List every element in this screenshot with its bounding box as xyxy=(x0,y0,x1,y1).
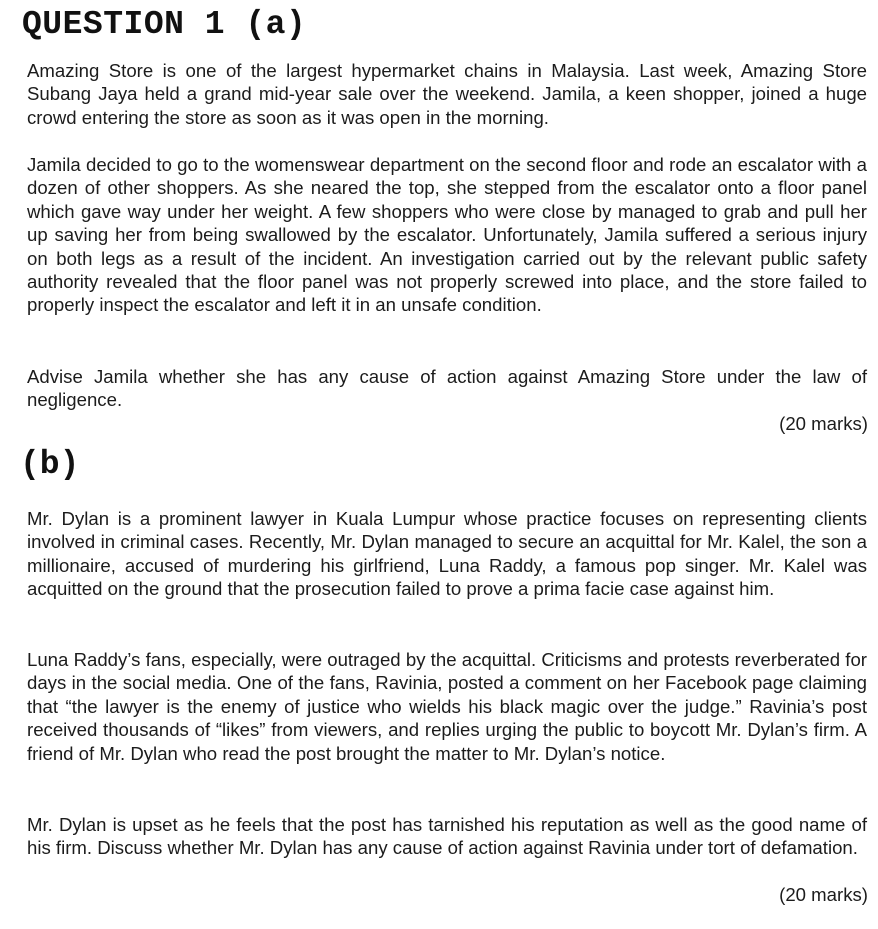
part-a-paragraph-2: Jamila decided to go to the womenswear department on the second floor and rode an escalator with a dozen of other shoppers. As she neared the top, she stepped from the escalator onto a floor panel which gave way under her weight. A few shoppers who were close by managed to grab and pull her up saving her from being swallowed by the escalator. Unfortunately, Jamila suffered a serious injury on both legs as a result of the incident. An investigation carried out by the relevant public safety authority revealed that the floor panel was not properly screwed into place, and the store failed to properly inspect the escalator and left it in an unsafe condition. xyxy=(27,154,867,316)
part-b-paragraph-1: Mr. Dylan is a prominent lawyer in Kuala Lumpur whose practice focuses on representing clients involved in criminal cases. Recently, Mr. Dylan managed to secure an acquittal for Mr. Kalel, the son a millionaire, accused of murdering his girlfriend, Luna Raddy, a famous pop singer. Mr. Kalel was acquitted on the ground that the prosecution failed to prove a prima facie case against him. xyxy=(27,508,867,600)
part-b-marks: (20 marks) xyxy=(779,884,868,905)
part-a-marks: (20 marks) xyxy=(779,413,868,434)
part-a-paragraph-3: Advise Jamila whether she has any cause of action against Amazing Store under the law of negligence. xyxy=(27,366,867,411)
part-a-paragraph-1: Amazing Store is one of the largest hypermarket chains in Malaysia. Last week, Amazing Store Subang Jaya held a grand mid-year sale over the weekend. Jamila, a keen shopper, joined a huge crowd entering the store as soon as it was open in the morning. xyxy=(27,60,867,128)
part-b-label: (b) xyxy=(20,446,80,483)
question-title: QUESTION 1 (a) xyxy=(22,6,307,43)
part-b-paragraph-2: Luna Raddy’s fans, especially, were outraged by the acquittal. Criticisms and protests reverberated for days in the social media. One of the fans, Ravinia, posted a comment on her Facebook page claiming that “the lawyer is the enemy of justice who wields his black magic over the judge.” Ravinia’s post received thousands of “likes” from viewers, and replies urging the public to boycott Mr. Dylan’s firm. A friend of Mr. Dylan who read the post brought the matter to Mr. Dylan’s notice. xyxy=(27,649,867,764)
part-b-paragraph-3: Mr. Dylan is upset as he feels that the post has tarnished his reputation as well as the good name of his firm. Discuss whether Mr. Dylan has any cause of action against Ravinia under tort of defamation. xyxy=(27,814,867,859)
